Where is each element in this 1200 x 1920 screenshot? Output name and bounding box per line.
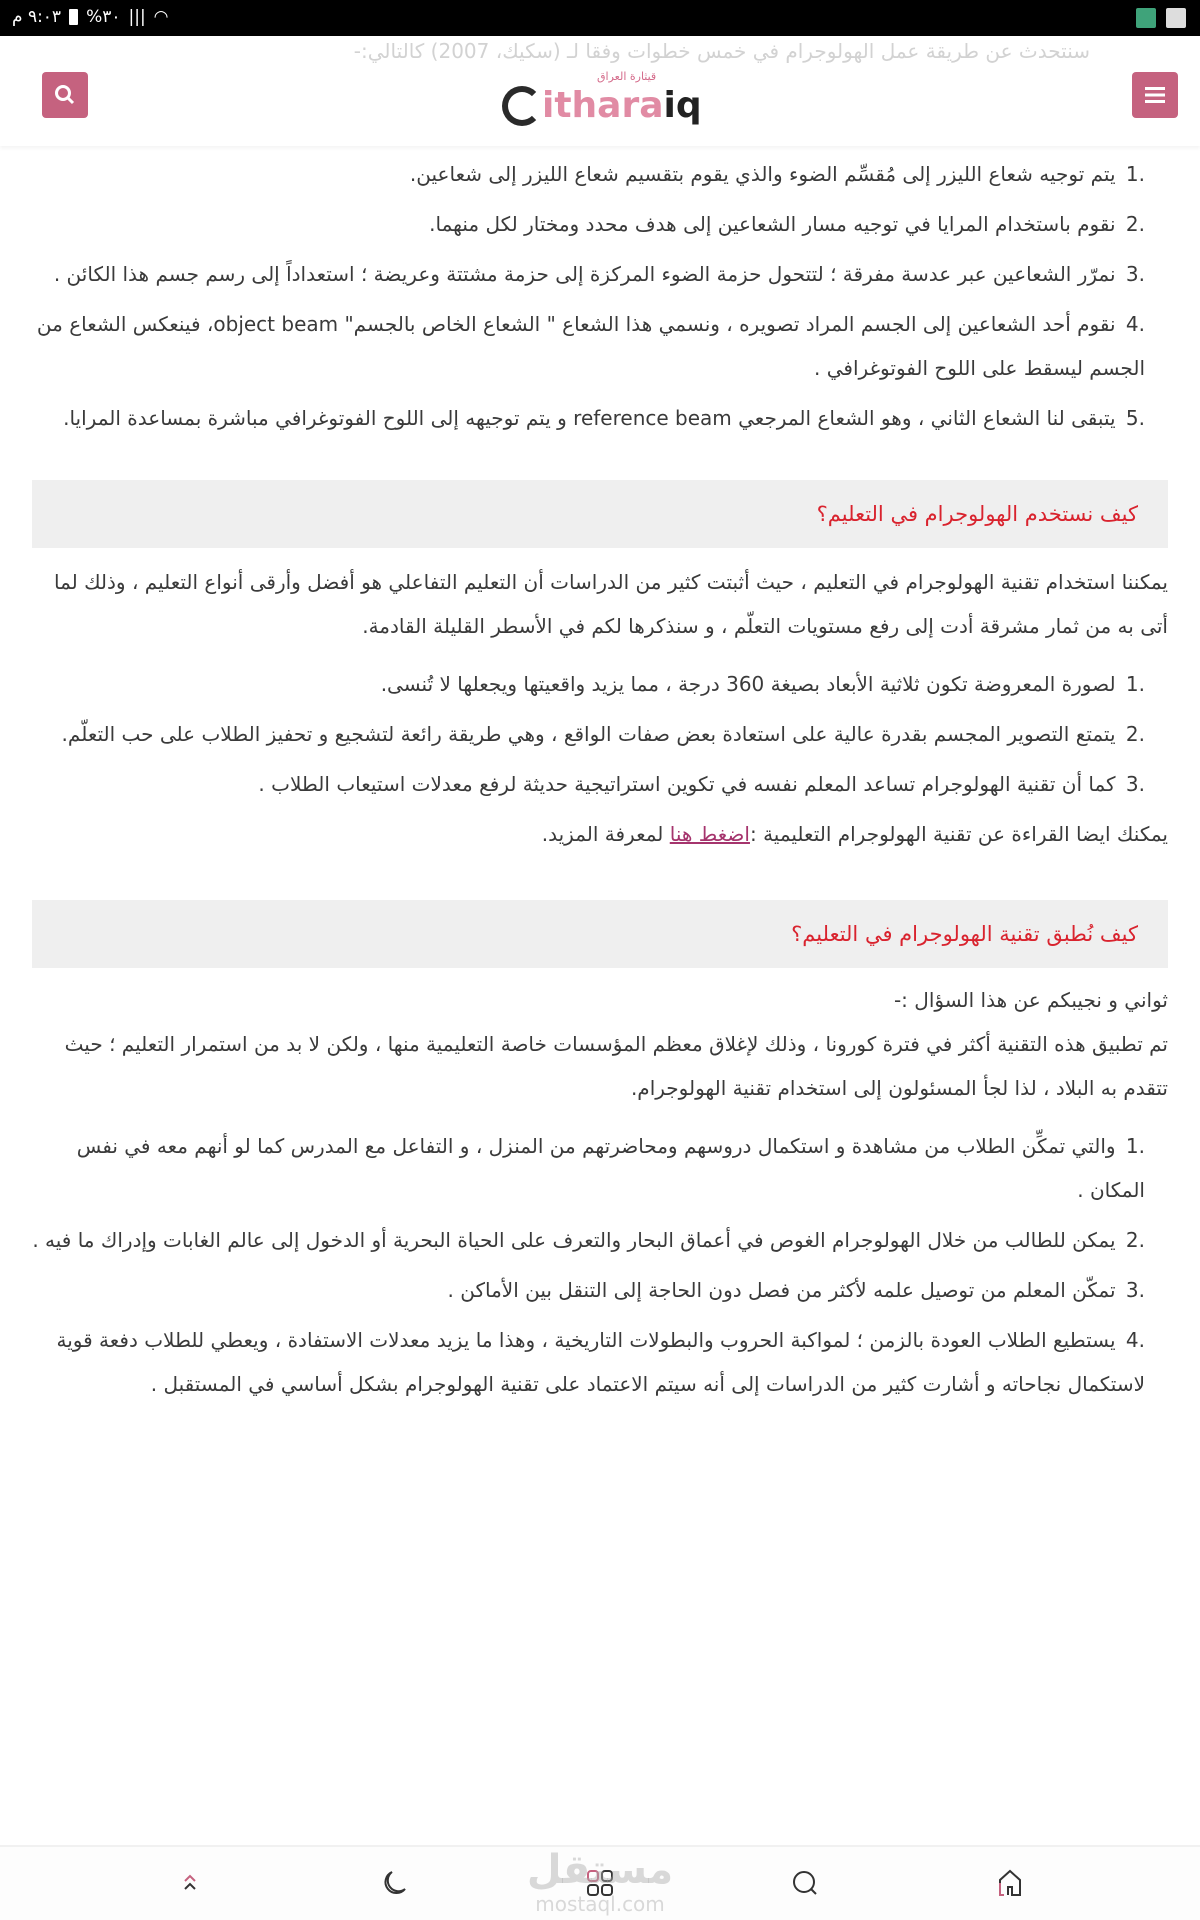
item-number: 3.	[1125, 1278, 1145, 1302]
status-bar	[0, 0, 1200, 36]
read-more-link[interactable]: اضغط هنا	[669, 822, 750, 846]
step-number: 5.	[1125, 406, 1145, 430]
home-button[interactable]	[990, 1863, 1030, 1903]
grid-icon	[586, 1869, 614, 1897]
apps-button[interactable]	[580, 1863, 620, 1903]
watermark-arabic: مستقل	[526, 1847, 674, 1893]
gallery-icon	[1166, 8, 1186, 28]
item-text: كما أن تقنية الهولوجرام تساعد المعلم نفسه في تكوين استراتيجية حديثة لرفع معدلات استيعاب الطلاب .	[258, 772, 1116, 796]
watermark-latin: mostaql.com	[535, 1892, 665, 1916]
item-text: والتي تمكِّن الطلاب من مشاهدة و استكمال دروسهم ومحاضرتهم من المنزل ، و التفاعل مع المدرس كما لو أنهم معه في نفس المكان .	[76, 1134, 1145, 1202]
item-number: 2.	[1125, 1228, 1145, 1252]
item-text: لصورة المعروضة تكون ثلاثية الأبعاد بصيغة 360 درجة ، مما يزيد واقعيتها ويجعلها لا تُنسى.	[380, 672, 1116, 696]
step-text: نمرّر الشعاعين عبر عدسة مفرقة ؛ لتتحول حزمة الضوء المركزة إلى حزمة مشتتة وعريضة ؛ استعداداً إلى رسم جسم هذا الكائن .	[53, 262, 1116, 286]
section-intro: يمكننا استخدام تقنية الهولوجرام في التعليم ، حيث أثبتت كثير من الدراسات أن التعليم التفاعلي هو أفضل وأرقى أنواع التعليم ، وذلك لما أتى به من ثمار مشرقة أدت إلى رفع مستويات التعلّم ، و سنذكرها لكم في الأسطر القليلة القادمة.	[53, 570, 1168, 638]
step-item	[0, 302, 1200, 390]
site-header	[0, 36, 1200, 146]
signal-icon: |||	[128, 7, 146, 27]
scroll-top-button[interactable]	[170, 1863, 210, 1903]
step-item	[0, 252, 1200, 296]
clock: ٩:٠٣ م	[12, 7, 62, 27]
item-number: 2.	[1125, 722, 1145, 746]
read-more-prefix: يمكنك ايضا القراءة عن تقنية الهولوجرام التعليمية :	[749, 822, 1168, 846]
item-number: 1.	[1125, 672, 1145, 696]
application-item	[0, 1318, 1200, 1406]
logo-arabic: قيثارة العراق	[597, 70, 657, 83]
article-body	[0, 152, 1200, 1412]
double-chevron-up-icon	[182, 1873, 198, 1893]
step-item	[0, 396, 1200, 440]
item-number: 1.	[1125, 1134, 1145, 1158]
benefit-item	[0, 662, 1200, 706]
moon-icon	[382, 1869, 408, 1897]
benefit-item	[0, 712, 1200, 756]
item-number: 3.	[1125, 772, 1145, 796]
logo-mark-icon	[502, 86, 542, 126]
application-item	[0, 1124, 1200, 1212]
search-nav-button[interactable]	[785, 1863, 825, 1903]
battery-level: %٣٠	[86, 7, 121, 27]
read-more-line	[0, 812, 1200, 856]
item-text: يمكن للطالب من خلال الهولوجرام الغوص في أعماق البحار والتعرف على الحياة البحرية أو الدخول إلى عالم الغابات وإدراك ما فيه .	[32, 1228, 1116, 1252]
step-number: 4.	[1125, 312, 1145, 336]
section-lead: ثواني و نجيبكم عن هذا السؤال :-	[893, 988, 1168, 1012]
step-text: يتم توجيه شعاع الليزر إلى مُقسِّم الضوء والذي يقوم بتقسيم شعاع الليزر إلى شعاعين.	[409, 162, 1116, 186]
bottom-nav	[0, 1845, 1200, 1920]
step-number: 1.	[1125, 162, 1145, 186]
section-intro: تم تطبيق هذه التقنية أكثر في فترة كورونا ، وذلك لإغلاق معظم المؤسسات خاصة التعليمية منها ، ولكن لا بد من استمرار التعليم ؛ حيث تتقدم به البلاد ، لذا لجأ المسئولون إلى استخدام تقنية الهولوجرام.	[64, 1032, 1168, 1100]
step-text: نقوم باستخدام المرايا في توجيه مسار الشعاعين إلى هدف محدد ومختار لكل منهما.	[429, 212, 1116, 236]
item-text: يستطيع الطلاب العودة بالزمن ؛ لمواكبة الحروب والبطولات التاريخية ، وهذا ما يزيد معدلات الاستفادة ، ويعطي للطلاب دفعة قوية لاستكمال نجاحاته و أشارت كثير من الدراسات إلى أنه سيتم الاعتماد على تقنية الهولوجرام بشكل أساسي في المستقبل .	[56, 1328, 1145, 1396]
app-notification-icon	[1136, 8, 1156, 28]
wifi-icon: ◠	[153, 7, 169, 27]
step-item	[0, 152, 1200, 196]
search-icon	[791, 1869, 819, 1897]
application-item	[0, 1218, 1200, 1262]
step-item	[0, 202, 1200, 246]
benefit-item	[0, 762, 1200, 806]
item-text: تمكّن المعلم من توصيل علمه لأكثر من فصل دون الحاجة إلى التنقل بين الأماكن .	[447, 1278, 1116, 1302]
step-number: 2.	[1125, 212, 1145, 236]
application-item	[0, 1268, 1200, 1312]
step-text: نقوم أحد الشعاعين إلى الجسم المراد تصويره ، ونسمي هذا الشعاع " الشعاع الخاص بالجسم" object beam، فينعكس الشعاع من الجسم ليسقط على اللوح الفوتوغرافي .	[36, 312, 1145, 380]
item-text: يتمتع التصوير المجسم بقدرة عالية على استعادة بعض صفات الواقع ، وهي طريقة رائعة لتشجيع و تحفيز الطلاب على حب التعلّم.	[61, 722, 1116, 746]
step-text: يتبقى لنا الشعاع الثاني ، وهو الشعاع المرجعي reference beam و يتم توجيهه إلى اللوح الفوتوغرافي مباشرة بمساعدة المرايا.	[63, 406, 1116, 430]
battery-icon	[69, 9, 78, 25]
search-icon	[54, 84, 76, 106]
read-more-suffix: لمعرفة المزيد.	[541, 822, 670, 846]
hamburger-icon	[1145, 86, 1165, 104]
dark-mode-button[interactable]	[375, 1863, 415, 1903]
step-number: 3.	[1125, 262, 1145, 286]
section-heading: كيف نُطبق تقنية الهولوجرام في التعليم؟	[32, 900, 1168, 968]
section-heading: كيف نستخدم الهولوجرام في التعليم؟	[32, 480, 1168, 548]
logo-text-end: iq	[663, 85, 702, 126]
faded-intro-text: سنتحدث عن طريقة عمل الهولوجرام في خمس خطوات وفقا لـ (سكيك، 2007) كالتالي:-	[353, 39, 1090, 63]
item-number: 4.	[1125, 1328, 1145, 1352]
search-button[interactable]	[42, 72, 88, 118]
site-logo[interactable]	[502, 70, 702, 132]
home-icon	[997, 1869, 1023, 1897]
logo-text: ithara	[542, 85, 664, 126]
menu-button[interactable]	[1132, 72, 1178, 118]
